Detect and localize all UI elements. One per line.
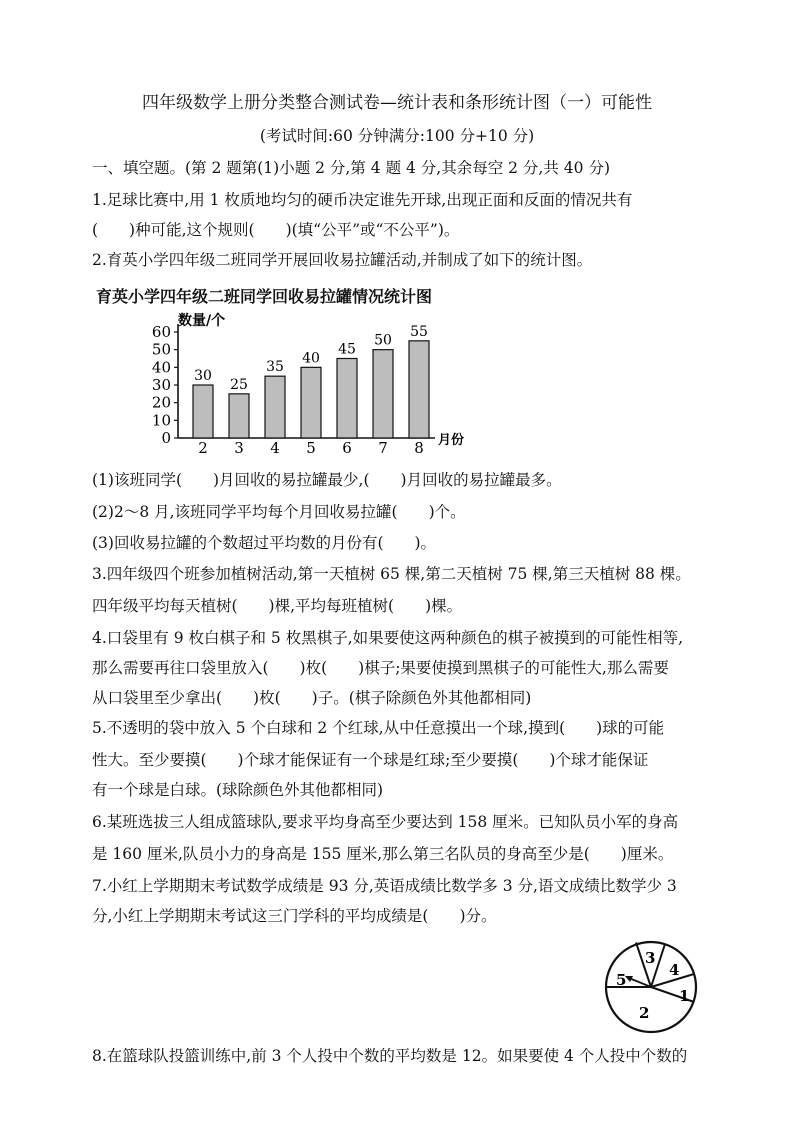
section-heading: 一、填空题。(第 2 题第(1)小题 2 分,第 4 题 4 分,其余每空 2 分,共 40 分): [92, 159, 610, 177]
x-tick-label: 3: [234, 439, 244, 457]
y-axis-label: 数量/个: [178, 313, 226, 329]
sector-label: 5: [616, 971, 627, 989]
question-7-line-2: 分,小红上学期期末考试这三门学科的平均成绩是( )分。: [92, 907, 497, 925]
page-title: 四年级数学上册分类整合测试卷—统计表和条形统计图（一）可能性: [142, 93, 652, 113]
question-4-line-3: 从口袋里至少拿出( )枚( )子。(棋子除颜色外其他都相同): [92, 689, 532, 707]
bar-7: [373, 350, 393, 438]
question-7-line-1: 7.小红上学期期末考试数学成绩是 93 分,英语成绩比数学多 3 分,语文成绩比数学少 3: [92, 877, 677, 895]
question-6-line-2: 是 160 厘米,队员小力的身高是 155 厘米,那么第三名队员的身高至少是( )厘米。: [92, 845, 674, 863]
x-tick-label: 6: [342, 439, 352, 457]
bar-value-label: 40: [302, 350, 320, 367]
question-2-part-3: (3)回收易拉罐的个数超过平均数的月份有( )。: [92, 534, 437, 552]
x-tick-label: 8: [414, 439, 424, 457]
y-tick-label: 0: [161, 429, 171, 447]
question-1-line-1: 1.足球比赛中,用 1 枚质地均匀的硬币决定谁先开球,出现正面和反面的情况共有: [92, 191, 633, 209]
question-8-line-1: 8.在篮球队投篮训练中,前 3 个人投中个数的平均数是 12。如果要使 4 个人投中个数的: [92, 1047, 688, 1065]
bar-chart: [130, 312, 470, 458]
bar-value-label: 55: [410, 323, 428, 340]
sector-label: 4: [669, 961, 680, 979]
question-2-part-1: (1)该班同学( )月回收的易拉罐最少,( )月回收的易拉罐最多。: [92, 471, 562, 489]
question-6-line-1: 6.某班选拔三人组成篮球队,要求平均身高至少要达到 158 厘米。已知队员小军的身高: [92, 813, 679, 831]
question-5-line-1: 5.不透明的袋中放入 5 个白球和 2 个红球,从中任意摸出一个球,摸到( )球的可能: [92, 719, 665, 737]
bar-value-label: 50: [374, 332, 392, 349]
bar-8: [409, 341, 429, 438]
question-5-line-2: 性大。至少要摸( )个球才能保证有一个球是红球;至少要摸( )个球才能保证: [92, 751, 649, 769]
x-tick-label: 4: [270, 439, 280, 457]
y-tick-label: 30: [151, 376, 171, 394]
bar-6: [337, 359, 357, 439]
y-tick-label: 60: [151, 323, 171, 341]
sector-label: 2: [639, 1004, 650, 1022]
sector-label: 1: [679, 987, 690, 1005]
y-tick-label: 20: [151, 393, 171, 412]
bar-value-label: 25: [230, 376, 248, 393]
exam-info: (考试时间:60 分钟满分:100 分+10 分): [259, 127, 535, 145]
bar-value-label: 30: [194, 368, 212, 384]
bar-5: [301, 367, 321, 438]
bar-3: [229, 394, 249, 438]
question-2-line-1: 2.育英小学四年级二班同学开展回收易拉罐活动,并制成了如下的统计图。: [92, 251, 593, 269]
y-tick-label: 50: [151, 340, 171, 359]
question-3-line-2: 四年级平均每天植树( )棵,平均每班植树( )棵。: [92, 597, 463, 615]
x-tick-label: 5: [306, 439, 316, 457]
question-3-line-1: 3.四年级四个班参加植树活动,第一天植树 65 棵,第二天植树 75 棵,第三天植树 88 棵。: [92, 565, 691, 583]
bar-2: [193, 385, 213, 438]
bar-value-label: 45: [338, 341, 356, 358]
spinner-wheel: [603, 939, 699, 1035]
chart-title: 育英小学四年级二班同学回收易拉罐情况统计图: [96, 287, 433, 306]
question-2-part-2: (2)2～8 月,该班同学平均每个月回收易拉罐( )个。: [92, 503, 466, 521]
x-tick-label: 2: [198, 439, 208, 457]
sector-label: 3: [645, 949, 656, 967]
question-4-line-2: 那么需要再往口袋里放入( )枚( )棋子;果要使摸到黑棋子的可能性大,那么需要: [92, 659, 669, 677]
y-tick-label: 40: [151, 358, 171, 377]
bar-value-label: 35: [266, 359, 284, 376]
bar-4: [265, 376, 285, 438]
question-4-line-1: 4.口袋里有 9 枚白棋子和 5 枚黑棋子,如果要使这两种颜色的棋子被摸到的可能性相等,: [92, 629, 684, 647]
question-5-line-3: 有一个球是白球。(球除颜色外其他都相同): [92, 781, 384, 799]
x-tick-label: 7: [378, 439, 388, 457]
y-tick-label: 10: [151, 411, 171, 430]
x-axis-label: 月份: [438, 433, 465, 448]
question-1-line-2: ( )种可能,这个规则( )(填“公平”或“不公平”)。: [92, 221, 460, 239]
